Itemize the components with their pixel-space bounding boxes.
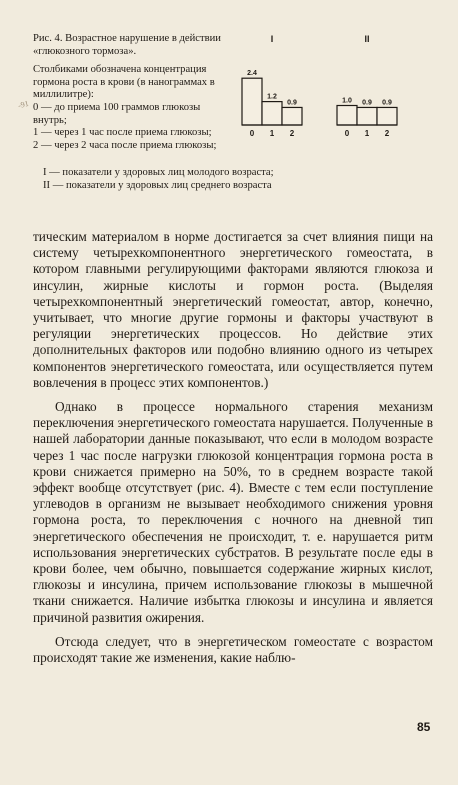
category-label: 2 xyxy=(384,129,390,138)
chart-group-title: I xyxy=(270,34,274,44)
page-number: 85 xyxy=(417,720,431,734)
bar-value-label: 2.4 xyxy=(247,70,257,78)
margin-mark: -91 xyxy=(17,98,30,111)
bar-value-label: 0.9 xyxy=(362,99,372,107)
bar xyxy=(242,78,262,125)
figure-group-notes xyxy=(33,167,393,192)
bar-value-label: 0.9 xyxy=(287,99,297,107)
bar-value-label: 1.0 xyxy=(342,97,352,105)
bar xyxy=(262,102,282,125)
caption-line: 0 — до приема 100 граммов глюкозы внутрь; xyxy=(33,101,201,126)
category-label: 2 xyxy=(289,129,295,138)
bar xyxy=(377,107,397,125)
bar-chart xyxy=(236,28,436,146)
bar xyxy=(337,106,357,126)
caption-title: Рис. 4. Возрастное нарушение в действии «глюкозного тормоза». xyxy=(33,33,221,57)
bar-value-label: 1.2 xyxy=(267,93,277,101)
category-label: 0 xyxy=(344,129,350,138)
paragraph: Отсюда следует, что в энергетическом гомеостате с возрастом происходят такие же изменения, какие наблю- xyxy=(33,633,433,666)
caption-line: 2 — через 2 часа после приема глюкозы; xyxy=(33,139,217,151)
figure-caption xyxy=(33,33,233,152)
category-label: 0 xyxy=(249,129,255,138)
category-label: 1 xyxy=(269,129,275,138)
caption-line: Столбиками обозначена концентрация гормона роста в крови (в нанограммах в миллилитре): xyxy=(33,64,215,101)
group-note-ii: II — показатели у здоровых лиц среднего возраста xyxy=(43,179,272,191)
bar xyxy=(282,107,302,125)
paragraph: Однако в процессе нормального старения механизм переключения энергетического гомеостата нарушается. Полученные в нашей лаборатории данные показывают, что если в молодом возрасте через 1 час после нагрузки глюкозой концентрация гормона роста в крови снижается примерно на 50%, то в среднем возрасте такой эффект вообще отсутствует (рис. 4). Вместе с тем если поступление углеводов в организм не вызывает необходимого снижения уровня гормона роста, то переключения с ночного на дневной тип энергетического обеспечения не происходит, т. е. нарушается ритм использования энергетических субстратов. В результате после еды в крови более, чем обычно, повышается содержание жирных кислот, глюкозы и инсулина, причем использование глюкозы в мышечной ткани снижается. Наличие избытка глюкозы и инсулина и является причиной развития ожирения. xyxy=(33,399,433,625)
caption-line: 1 — через 1 час после приема глюкозы; xyxy=(33,127,212,139)
bar-value-label: 0.9 xyxy=(382,99,392,107)
paragraph: тическим материалом в норме достигается за счет влияния пищи на систему четырехкомпонентного энергетического гомеостата, в котором главными регулирующими факторами являются глюкоза и инсулин, жирные кислоты и гормон роста. (Выделяя четырехкомпонентный энергетический гомеостат, автор, конечно, учитывает, что многие другие гормоны и факторы участвуют в регуляции энергетических процессов. Но действие этих дополнительных факторов или подобно влиянию одного из четырех компонентов энергетического гомеостата, или осуществляется путем вовлечения в процесс этих компонентов.) xyxy=(33,229,433,390)
bar xyxy=(357,107,377,125)
group-note-i: I — показатели у здоровых лиц молодого возраста; xyxy=(43,167,274,178)
category-label: 1 xyxy=(364,129,370,138)
body-text xyxy=(33,229,433,674)
chart-group-title: II xyxy=(364,34,370,44)
